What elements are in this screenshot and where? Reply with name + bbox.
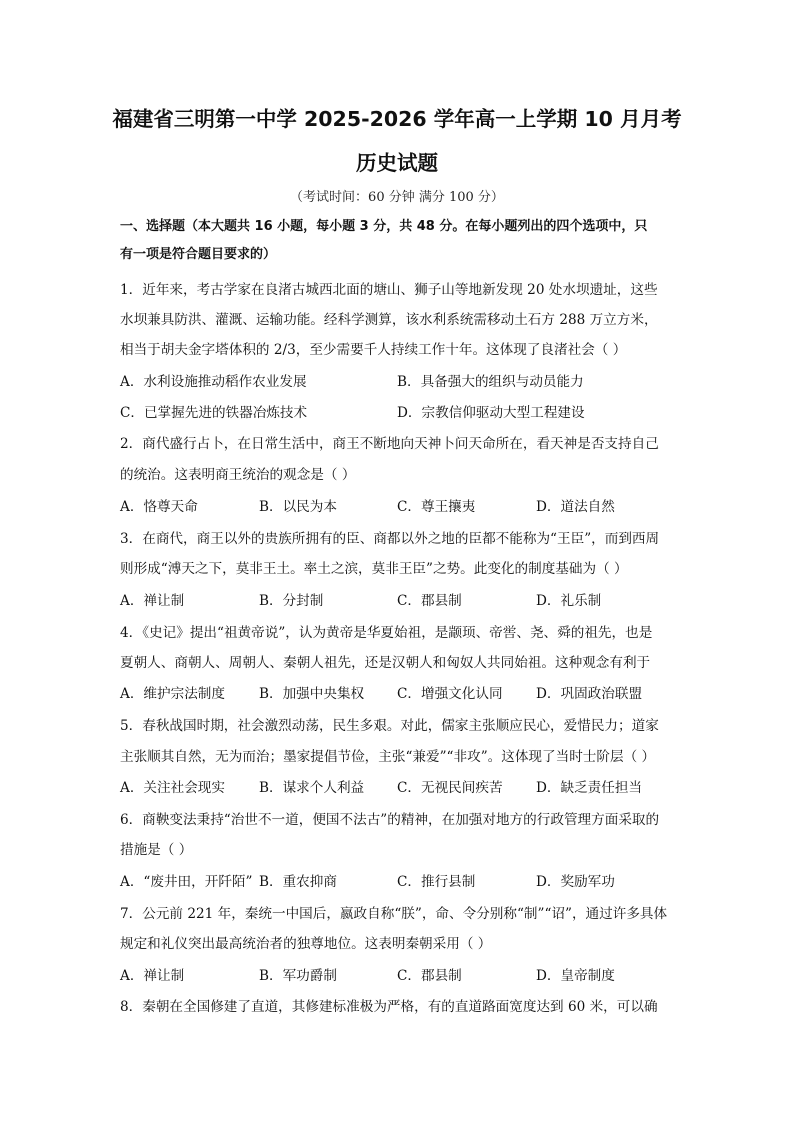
question-3-options xyxy=(120,592,680,610)
question-8-line1: 8．秦朝在全国修建了直道，其修建标准极为严格，有的直道路面宽度达到 60 米，可以确 xyxy=(120,999,658,1015)
section-heading-line2: 有一项是符合题目要求的） xyxy=(120,247,277,262)
question-4-line1: 4．《史记》提出“祖黄帝说”，认为黄帝是华夏始祖，是颛顼、帝喾、尧、舜的祖先，也是 xyxy=(120,625,653,641)
section-heading-line1: 一、选择题（本大题共 16 小题，每小题 3 分，共 48 分。在每小题列出的四个选项中，只 xyxy=(120,219,648,234)
question-1-options-row2 xyxy=(120,404,680,422)
question-5-option-b: B．谋求个人利益 xyxy=(259,780,365,796)
question-6-line2: 措施是（ ） xyxy=(120,842,193,858)
question-6-option-c: C．推行县制 xyxy=(397,874,476,890)
question-1-line2: 水坝兼具防洪、灌溉、运输功能。经科学测算，该水利系统需移动土石方 288 万立方米， xyxy=(120,312,658,328)
question-5-options xyxy=(120,779,680,797)
question-1-option-a: A．水利设施推动稻作农业发展 xyxy=(120,374,307,390)
question-1-options-row1 xyxy=(120,373,680,391)
question-5-option-a: A．关注社会现实 xyxy=(120,780,225,796)
question-1-option-c: C．已掌握先进的铁器冶炼技术 xyxy=(120,405,308,421)
exam-info: （考试时间：60 分钟 满分 100 分） xyxy=(290,190,504,205)
question-3-option-a: A．禅让制 xyxy=(120,593,185,609)
question-3-line1: 3．在商代，商王以外的贵族所拥有的臣、商都以外之地的臣都不能称为“王臣”，而到西周 xyxy=(120,531,660,547)
question-6-line1: 6．商鞅变法秉持“治世不一道，便国不法古”的精神，在加强对地方的行政管理方面采取的 xyxy=(120,812,660,828)
question-2-options xyxy=(120,498,680,516)
question-4-option-c: C．增强文化认同 xyxy=(397,686,503,702)
question-5-line2: 主张顺其自然，无为而治；墨家提倡节俭，主张“兼爱”“非攻”。这体现了当时士阶层（ ） xyxy=(120,749,656,765)
exam-title: 福建省三明第一中学 2025-2026 学年高一上学期 10 月月考 xyxy=(112,107,682,131)
question-7-option-d: D．皇帝制度 xyxy=(536,968,615,984)
question-1-line1: 1．近年来，考古学家在良渚古城西北面的塘山、狮子山等地新发现 20 处水坝遗址，这些 xyxy=(120,282,658,298)
question-2-option-d: D．道法自然 xyxy=(536,499,615,515)
question-7-option-b: B．军功爵制 xyxy=(259,968,337,984)
question-4-option-b: B．加强中央集权 xyxy=(259,686,365,702)
question-3-line2: 则形成“溥天之下，莫非王土。率土之滨，莫非王臣”之势。此变化的制度基础为（ ） xyxy=(120,561,628,577)
question-3-option-c: C．郡县制 xyxy=(397,593,462,609)
question-2-line2: 的统治。这表明商王统治的观念是（ ） xyxy=(120,467,356,483)
question-1-option-d: D．宗教信仰驱动大型工程建设 xyxy=(397,405,585,421)
question-5-option-c: C．无视民间疾苦 xyxy=(397,780,503,796)
question-5-option-d: D．缺乏责任担当 xyxy=(536,780,643,796)
question-2-line1: 2．商代盛行占卜，在日常生活中，商王不断地向天神卜问天命所在，看天神是否支持自己 xyxy=(120,436,659,452)
question-4-option-a: A．维护宗法制度 xyxy=(120,686,225,702)
question-7-option-c: C．郡县制 xyxy=(397,968,462,984)
question-4-options xyxy=(120,685,680,703)
exam-subject: 历史试题 xyxy=(356,151,438,175)
question-6-option-a: A．“废井田，开阡陌” xyxy=(120,874,253,890)
question-4-line2: 夏朝人、商朝人、周朝人、秦朝人祖先，还是汉朝人和匈奴人共同始祖。这种观念有利于 xyxy=(120,655,651,671)
question-2-option-a: A．恪尊天命 xyxy=(120,499,198,515)
question-6-options xyxy=(120,873,680,891)
question-2-option-c: C．尊王攘夷 xyxy=(397,499,476,515)
question-3-option-b: B．分封制 xyxy=(259,593,324,609)
question-1-option-b: B．具备强大的组织与动员能力 xyxy=(397,374,584,390)
question-3-option-d: D．礼乐制 xyxy=(536,593,602,609)
question-4-option-d: D．巩固政治联盟 xyxy=(536,686,643,702)
question-1-line3: 相当于胡夫金字塔体积的 2/3，至少需要千人持续工作十年。这体现了良渚社会（ ） xyxy=(120,342,627,358)
question-6-option-d: D．奖励军功 xyxy=(536,874,615,890)
question-2-option-b: B．以民为本 xyxy=(259,499,337,515)
question-5-line1: 5．春秋战国时期，社会激烈动荡，民生多艰。对此，儒家主张顺应民心，爱惜民力；道家 xyxy=(120,718,659,734)
question-6-option-b: B．重农抑商 xyxy=(259,874,337,890)
question-7-line1: 7．公元前 221 年，秦统一中国后，嬴政自称“朕”，命、令分别称“制”“诏”，通过许多具体 xyxy=(120,906,668,922)
question-7-options xyxy=(120,967,680,985)
question-7-option-a: A．禅让制 xyxy=(120,968,185,984)
question-7-line2: 规定和礼仪突出最高统治者的独尊地位。这表明秦朝采用（ ） xyxy=(120,936,492,952)
